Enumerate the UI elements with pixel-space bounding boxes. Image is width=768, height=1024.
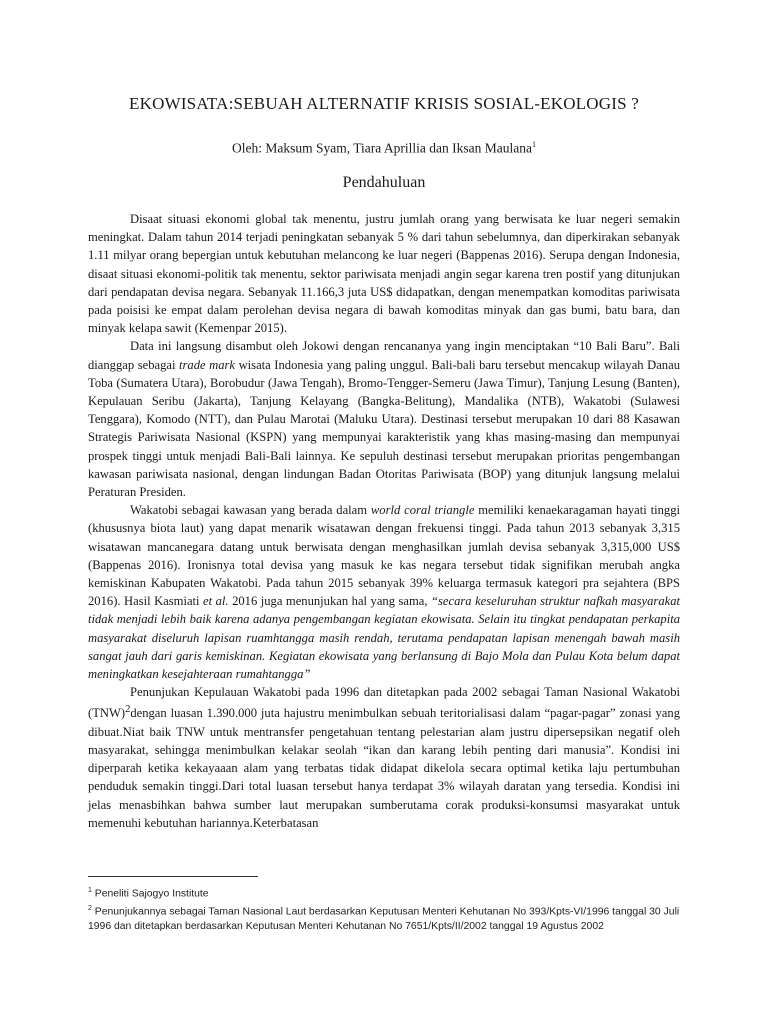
paragraph-3 (88, 501, 680, 683)
paragraph-4-text-b: dengan luasan 1.390.000 juta hajustru menimbulkan sebuah teritorialisasi dalam “pagar-pagar” zonasi yang dibuat.Niat baik TNW untuk mentransfer pengetahuan tentang pelestarian alam justru dipersepsikan negatif oleh masyarakat, sehingga menimbulkan kelakar seolah “ikan dan karang lebih penting dari manusia”. Kondisi ini diperparah ketika kekayaaan alam yang terbatas tidak didapat dikelola secara optimal ketika laju pertumbuhan penduduk semakin tinggi.Dari total luasan tersebut hanya terdapat 3% wilayah daratan yang tersedia. Kondisi ini jelas menasbihkan bahwa sumber laut merupakan sumberutama corak produksi-konsumsi masyarakat untuk memenuhi kebutuhan hariannya.Keterbatasan (88, 706, 680, 830)
footnote-2 (88, 902, 688, 934)
paragraph-3-italic-2: et al. (203, 594, 229, 609)
footnote-1-text: Peneliti Sajogyo Institute (91, 888, 209, 900)
paragraph-4 (88, 683, 680, 832)
footnote-separator (88, 876, 258, 877)
section-heading: Pendahuluan (342, 174, 426, 191)
paragraph-2-italic: trade mark (179, 357, 236, 372)
paragraph-4-text-a: Penunjukan Kepulauan Wakatobi pada 1996 dan ditetapkan pada 2002 sebagai Taman Nasional Wakatobi (TNW) (88, 685, 680, 721)
footnote-1-mark: 1 (88, 887, 92, 894)
paragraph-3-quote: “secara keseluruhan struktur nafkah masyarakat tidak menjadi lebih baik karena adanya pengembangan kegiatan ekowisata. Selain itu tingkat pendapatan perkapita masyarakat diseluruh lapisan ruamhtangga masih rendah, terutama pendapatan lapisan menengah bawah masih sangat jauh dari garis kemiskinan. Kegiatan ekowisata yang berlansung di Bajo Mola dan Pulau Kota belum dapat meningkatkan kesejahteraan rumahtangga” (88, 594, 681, 682)
paragraph-3-text-c: 2016 juga menunjukan hal yang sama, (228, 594, 431, 609)
paragraph-2 (88, 337, 680, 501)
footnote-2-mark: 2 (88, 904, 92, 912)
paragraph-3-italic-1: world coral triangle (370, 503, 475, 518)
paragraph-2-text-b: wisata Indonesia yang paling unggul. Bali-bali baru tersebut mencakup wilayah Danau Toba (Sumatera Utara), Borobudur (Jawa Tengah), Bromo-Tengger-Semeru (Jawa Timur), Tanjung Lesung (Banten), Kepulauan Seribu (Jakarta), Tanjung Kelayang (Bangka-Belitung), Mandalika (NTB), Wakatobi (Sulawesi Tenggara), Komodo (NTT), dan Pulau Marotai (Maluku Utara). Destinasi tersebut merupakan 10 dari 88 Kasawan Strategis Pariwisata Nasional (KSPN) yang mempunyai karakteristik yang khas masing-masing dan mempunyai prospek tinggi untuk menjadi Bali-Bali lainnya. Ke sepuluh destinasi tersebut merupakan prioritas pengembangan kawasan pariwisata nasional, dengan lindungan Badan Otoritas Pariwisata (BOP) yang ditunjuk langsung melalui Peraturan Presiden. (88, 357, 680, 500)
paragraph-1: Disaat situasi ekonomi global tak menentu, justru jumlah orang yang berwisata ke luar negeri semakin meningkat. Dalam tahun 2014 terjadi peningkatan sebanyak 5 % dari tahun sebelumnya, dan diperkirakan sebanyak 1.11 milyar orang bepergian untuk kebutuhan melancong ke luar negeri (Bappenas 2016). Serupa dengan Indonesia, disaat situasi ekonomi-politik tak menentu, sektor pariwisata menjadi angin segar karena tren postif yang ditunjukan dari pendapatan devisa negara. Sebanyak 11.166,3 juta US$ didapatkan, dengan menempatkan komoditas pariwisata pada poisisi ke empat dalam perolehan devisa negara di bawah komoditas minyak dan gas bumi, batu bara, dan minyak kelapa sawit (Kemenpar 2015). (88, 212, 680, 336)
paragraph-3-text-b: memiliki kenaekaragaman hayati tinggi (khususnya biota laut) yang dapat menarik wisatawan dengan frekuensi tinggi. Pada tahun 2013 sebanyak 3,315 wisatawan mancanegara datang untuk berwisata dengan menghasilkan jumlah devisa sebanyak 3,315,000 US$ (Bappenas 2016). Ironisnya total devisa yang masuk ke kas negara tersebut tidak signifikan merubah angka kemiskinan Kabupaten Wakatobi. Pada tahun 2015 sebanyak 39% keluarga termasuk kategori pra sejahtera (BPS 2016). Hasil Kasmiati (88, 503, 680, 609)
author-names: Oleh: Maksum Syam, Tiara Aprillia dan Iksan Maulana (232, 140, 532, 156)
paper-title: EKOWISATA:SEBUAH ALTERNATIF KRISIS SOSIAL-EKOLOGIS ? (129, 94, 639, 113)
author-footnote-mark: 1 (531, 140, 536, 149)
paragraph-4-footnote-mark: 2 (125, 704, 131, 716)
author-line (0, 140, 768, 157)
footnotes (88, 884, 688, 934)
body-text (88, 210, 680, 832)
footnote-1 (88, 884, 688, 902)
paragraph-2-text-a: Data ini langsung disambut oleh Jokowi dengan rencananya yang ingin menciptakan “10 Bali Baru”. Bali dianggap sebagai (88, 339, 680, 372)
paragraph-3-text-a: Wakatobi sebagai kawasan yang berada dalam (130, 503, 371, 518)
footnote-2-text: Penunjukannya sebagai Taman Nasional Laut berdasarkan Keputusan Menteri Kehutanan No 393/Kpts-VI/1996 tanggal 30 Juli 1996 dan ditetapkan berdasarkan Keputusan Menteri Kehutanan No 7651/Kpts/II/2002 tanggal 19 Agustus 2002 (88, 906, 680, 932)
